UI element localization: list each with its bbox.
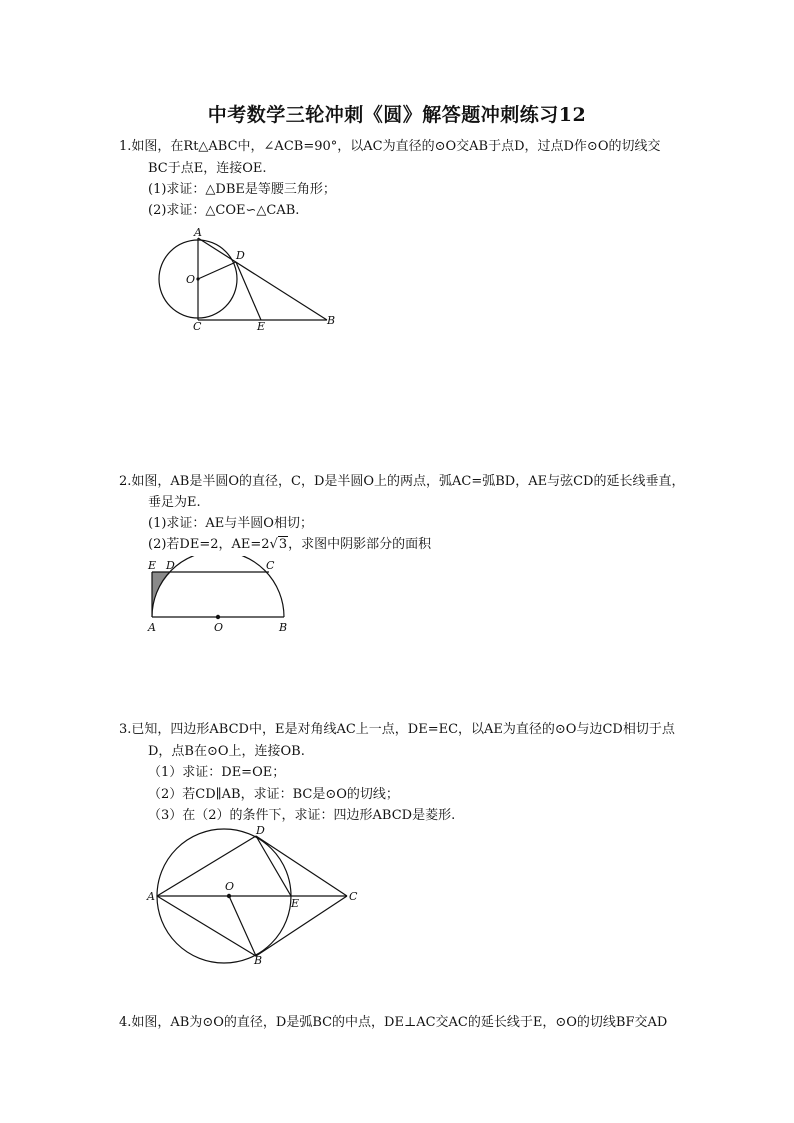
problem-1-part-1: (1)求证：△DBE是等腰三角形； (148, 182, 336, 197)
sqrt-radicand: 3 (278, 537, 288, 552)
segment-bc (256, 896, 347, 956)
problem-3-part-3: （3）在（2）的条件下，求证：四边形ABCD是菱形. (148, 808, 456, 823)
problem-2-part-1: (1)求证：AE与半圆O相切； (148, 516, 313, 531)
label-a: A (148, 621, 156, 634)
problem-3-line-2: D，点B在⊙O上，连接OB. (148, 744, 305, 759)
label-b: B (254, 954, 263, 967)
label-d: D (166, 559, 175, 572)
label-o: O (225, 880, 235, 893)
page-title: 中考数学三轮冲刺《圆》解答题冲刺练习12 (207, 104, 587, 126)
label-e: E (148, 559, 157, 572)
label-b: B (327, 314, 336, 327)
problem-2-part-2-text-b: ，求图中阴影部分的面积 (288, 537, 432, 552)
sqrt-expression: 2√3 (261, 537, 288, 552)
problem-1-line-2: BC于点E，连接OE. (148, 161, 267, 176)
problem-2-part-2 (148, 535, 431, 555)
label-a: A (147, 890, 155, 903)
label-d: D (256, 824, 265, 837)
label-o: O (214, 621, 224, 634)
segment-dc (256, 836, 347, 896)
problem-2-line-1: 2.如图，AB是半圆O的直径，C，D是半圆O上的两点，弧AC=弧BD，AE与弦CD的延长线垂直， (119, 474, 685, 489)
point-o (196, 277, 199, 280)
problem-3-part-1: （1）求证：DE=OE； (148, 765, 286, 780)
problem-3-part-2: （2）若CD∥AB，求证：BC是⊙O的切线； (148, 787, 399, 802)
figure-1 (150, 226, 350, 334)
figure-3 (145, 822, 365, 968)
label-e: E (291, 897, 300, 910)
label-o: O (186, 273, 196, 286)
point-o (216, 615, 220, 619)
label-e: E (257, 320, 266, 333)
point-o (227, 894, 231, 898)
label-b: B (279, 621, 288, 634)
label-a: A (194, 226, 202, 239)
label-c: C (193, 320, 202, 333)
label-d: D (236, 249, 245, 262)
segment-ab (198, 238, 327, 320)
segment-od (198, 262, 236, 279)
problem-2-line-2: 垂足为E. (148, 495, 201, 510)
label-c: C (266, 559, 275, 572)
segment-ob (229, 896, 256, 956)
problem-1-line-1: 1.如图，在Rt△ABC中，∠ACB=90°，以AC为直径的⊙O交AB于点D，过点D作⊙O的切线交 (119, 139, 661, 154)
segment-de (256, 836, 291, 896)
problem-4-line-1: 4.如图，AB为⊙O的直径，D是弧BC的中点，DE⊥AC交AC的延长线于E，⊙O的切线BF交AD (119, 1015, 668, 1030)
figure-2 (145, 556, 295, 636)
segment-ad (157, 836, 256, 896)
problem-3-line-1: 3.已知，四边形ABCD中，E是对角线AC上一点，DE=EC，以AE为直径的⊙O与边CD相切于点 (119, 722, 675, 737)
label-c: C (349, 890, 358, 903)
sqrt-coefficient: 2 (261, 537, 270, 552)
shaded-region (152, 572, 171, 617)
problem-2-part-2-text-a: (2)若DE=2，AE= (148, 537, 262, 552)
problem-1-part-2: (2)求证：△COE∽△CAB. (148, 203, 300, 218)
segment-ab (157, 896, 256, 956)
